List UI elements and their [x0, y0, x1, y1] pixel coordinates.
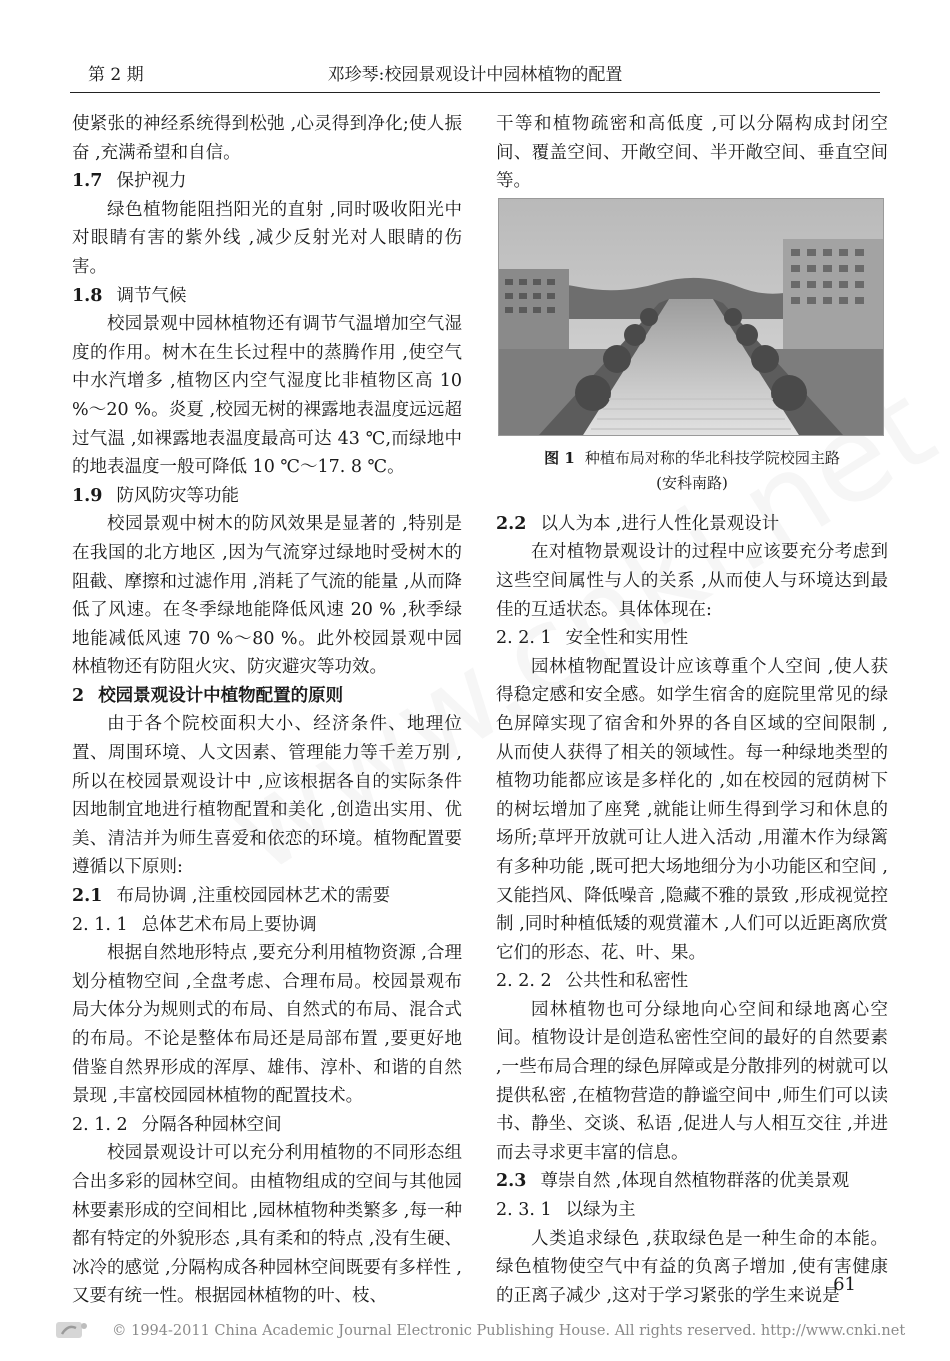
- figure-caption-line1: 种植布局对称的华北科技学院校园主路: [584, 448, 840, 467]
- heading-text: 以绿为主: [565, 1200, 636, 1221]
- heading-text: 调节气候: [116, 285, 187, 306]
- heading-text: 公共性和私密性: [565, 971, 689, 992]
- right-column: [496, 110, 888, 1310]
- subsection-heading: [72, 282, 462, 311]
- heading-number: 2: [72, 685, 85, 706]
- heading-text: 总体艺术布局上要协调: [141, 914, 317, 935]
- heading-text: 安全性和实用性: [565, 628, 689, 649]
- paragraph: 园林植物也可分绿地向心空间和绿地离心空间。植物设计是创造私密性空间的最好的自然要素 ,一些布局合理的绿色屏障或是分散排列的树就可以提供私密 ,在植物营造的静谧空间中 ,师生们可以读书、静坐、交谈、私语 ,促进人与人相互交往 ,并进而去寻求更丰富的信息。: [496, 999, 888, 1163]
- subsection-heading: [496, 510, 888, 539]
- figure-caption: [496, 446, 888, 496]
- subsection-heading: [496, 1167, 888, 1196]
- heading-number: 1.7: [72, 171, 103, 192]
- paragraph: 校园景观中树木的防风效果是显著的 ,特别是在我国的北方地区 ,因为气流穿过绿地时受树木的阻截、摩擦和过滤作用 ,消耗了气流的能量 ,从而降低了风速。在冬季绿地能降低风速 20 % ,秋季绿地能减低风速 70 %～80 %。此外校园景观中园林植物还有防阻火灾、防灾避灾等功效。: [72, 514, 462, 678]
- heading-number: 1.9: [72, 485, 103, 506]
- left-column: [72, 110, 462, 1311]
- paragraph: 由于各个院校面积大小、经济条件、地理位置、周围环境、人文因素、管理能力等千差万别 ,所以在校园景观设计中 ,应该根据各自的实际条件因地制宜地进行植物配置和美化 ,创造出实用、优美、清洁并为师生喜爱和依恋的环境。植物配置要遵循以下原则:: [72, 714, 462, 878]
- paragraph: 校园景观设计可以充分利用植物的不同形态组合出多彩的园林空间。由植物组成的空间与其他园林要素形成的空间相比 ,园林植物种类繁多 ,每一种都有特定的外貌形态 ,具有柔和的特点 ,没有生硬、冰冷的感觉 ,分隔构成各种园林空间既要有多样性 ,又要有统一性。根据园林植物的叶、枝、: [72, 1143, 462, 1307]
- subsubsection-heading: [72, 911, 462, 940]
- heading-number: 2. 1. 2: [72, 1114, 128, 1135]
- figure-caption-line2: (安科南路): [656, 473, 728, 492]
- heading-number: 1.8: [72, 285, 103, 306]
- copyright-text: © 1994-2011 China Academic Journal Electronic Publishing House. All rights reserved. http://www.cnki.net: [112, 1323, 906, 1339]
- heading-number: 2. 2. 2: [496, 971, 552, 992]
- figure-label: 图 1: [544, 448, 575, 467]
- subsection-heading: [72, 882, 462, 911]
- heading-text: 保护视力: [116, 171, 187, 192]
- campus-road-photo: [498, 198, 884, 436]
- paragraph: 使紧张的神经系统得到松弛 ,心灵得到净化;使人振奋 ,充满希望和自信。: [72, 114, 462, 163]
- campus-road-photo-image: [499, 199, 883, 435]
- heading-number: 2.2: [496, 513, 527, 534]
- paragraph: 人类追求绿色 ,获取绿色是一种生命的本能。绿色植物使空气中有益的负离子增加 ,使有害健康的正离子减少 ,这对于学习紧张的学生来说是: [496, 1228, 888, 1306]
- heading-number: 2. 2. 1: [496, 628, 552, 649]
- paragraph: 绿色植物能阻挡阳光的直射 ,同时吸收阳光中对眼睛有害的紫外线 ,减少反射光对人眼睛的伤害。: [72, 199, 462, 277]
- right-column-body: [496, 510, 888, 1311]
- running-header: [70, 58, 880, 93]
- heading-text: 分隔各种园林空间: [141, 1114, 282, 1135]
- paragraph: 校园景观中园林植物还有调节气温增加空气湿度的作用。树木在生长过程中的蒸腾作用 ,使空气中水汽增多 ,植物区内空气湿度比非植物区高 10 %～20 %。炎夏 ,校园无树的裸露地表温度远远超过气温 ,如裸露地表温度最高可达 43 ℃,而绿地中的地表温度一般可降低 10 ℃～17. 8 ℃。: [72, 314, 462, 478]
- heading-number: 2.3: [496, 1171, 527, 1192]
- heading-text: 以人为本 ,进行人性化景观设计: [540, 513, 780, 534]
- heading-text: 防风防灾等功能: [116, 485, 239, 506]
- subsubsection-heading: [496, 967, 888, 996]
- heading-number: 2. 1. 1: [72, 914, 128, 935]
- paragraph: 干等和植物疏密和高低度 ,可以分隔构成封闭空间、覆盖空间、开敞空间、半开敞空间、垂直空间等。: [496, 114, 888, 192]
- heading-text: 尊崇自然 ,体现自然植物群落的优美景观: [540, 1171, 850, 1192]
- paragraph: 园林植物配置设计应该尊重个人空间 ,使人获得稳定感和安全感。如学生宿舍的庭院里常见的绿色屏障实现了宿舍和外界的各自区域的空间限制 ,从而使人获得了相关的领域性。每一种绿地类型的植物功能都应该是多样化的 ,如在校园的冠荫树下的树坛增加了座凳 ,就能让师生得到学习和休息的场所;草坪开放就可让人进入活动 ,用灌木作为绿篱有多种功能 ,既可把大场地细分为小功能区和空间 ,又能挡风、降低噪音 ,隐藏不雅的景致 ,形成视觉控制 ,同时种植低矮的观赏灌木 ,人们可以近距离欣赏它们的形态、花、叶、果。: [496, 656, 888, 963]
- paragraph: 根据自然地形特点 ,要充分利用植物资源 ,合理划分植物空间 ,全盘考虑、合理布局。校园景观布局大体分为规则式的布局、自然式的布局、混合式的布局。不论是整体布局还是局部布置 ,要更好地借鉴自然界形成的浑厚、雄伟、淳朴、和谐的自然景现 ,丰富校园园林植物的配置技术。: [72, 943, 462, 1107]
- page-number: 61: [833, 1274, 856, 1295]
- paragraph: 在对植物景观设计的过程中应该要充分考虑到这些空间属性与人的关系 ,从而使人与环境达到最佳的互适状态。具体体现在:: [496, 542, 888, 620]
- subsection-heading: [72, 482, 462, 511]
- heading-number: 2.1: [72, 886, 103, 907]
- running-title: 邓珍琴:校园景观设计中园林植物的配置: [327, 65, 623, 85]
- section-heading: [72, 682, 462, 711]
- cnki-logo-icon: [54, 1318, 94, 1342]
- subsection-heading: [72, 167, 462, 196]
- heading-number: 2. 3. 1: [496, 1200, 552, 1221]
- subsubsection-heading: [496, 624, 888, 653]
- subsubsection-heading: [496, 1196, 888, 1225]
- subsubsection-heading: [72, 1111, 462, 1140]
- copyright-footer: [0, 1318, 950, 1344]
- issue-number: 第 2 期: [88, 65, 144, 85]
- heading-text: 布局协调 ,注重校园园林艺术的需要: [116, 886, 391, 907]
- heading-text: 校园景观设计中植物配置的原则: [98, 685, 344, 706]
